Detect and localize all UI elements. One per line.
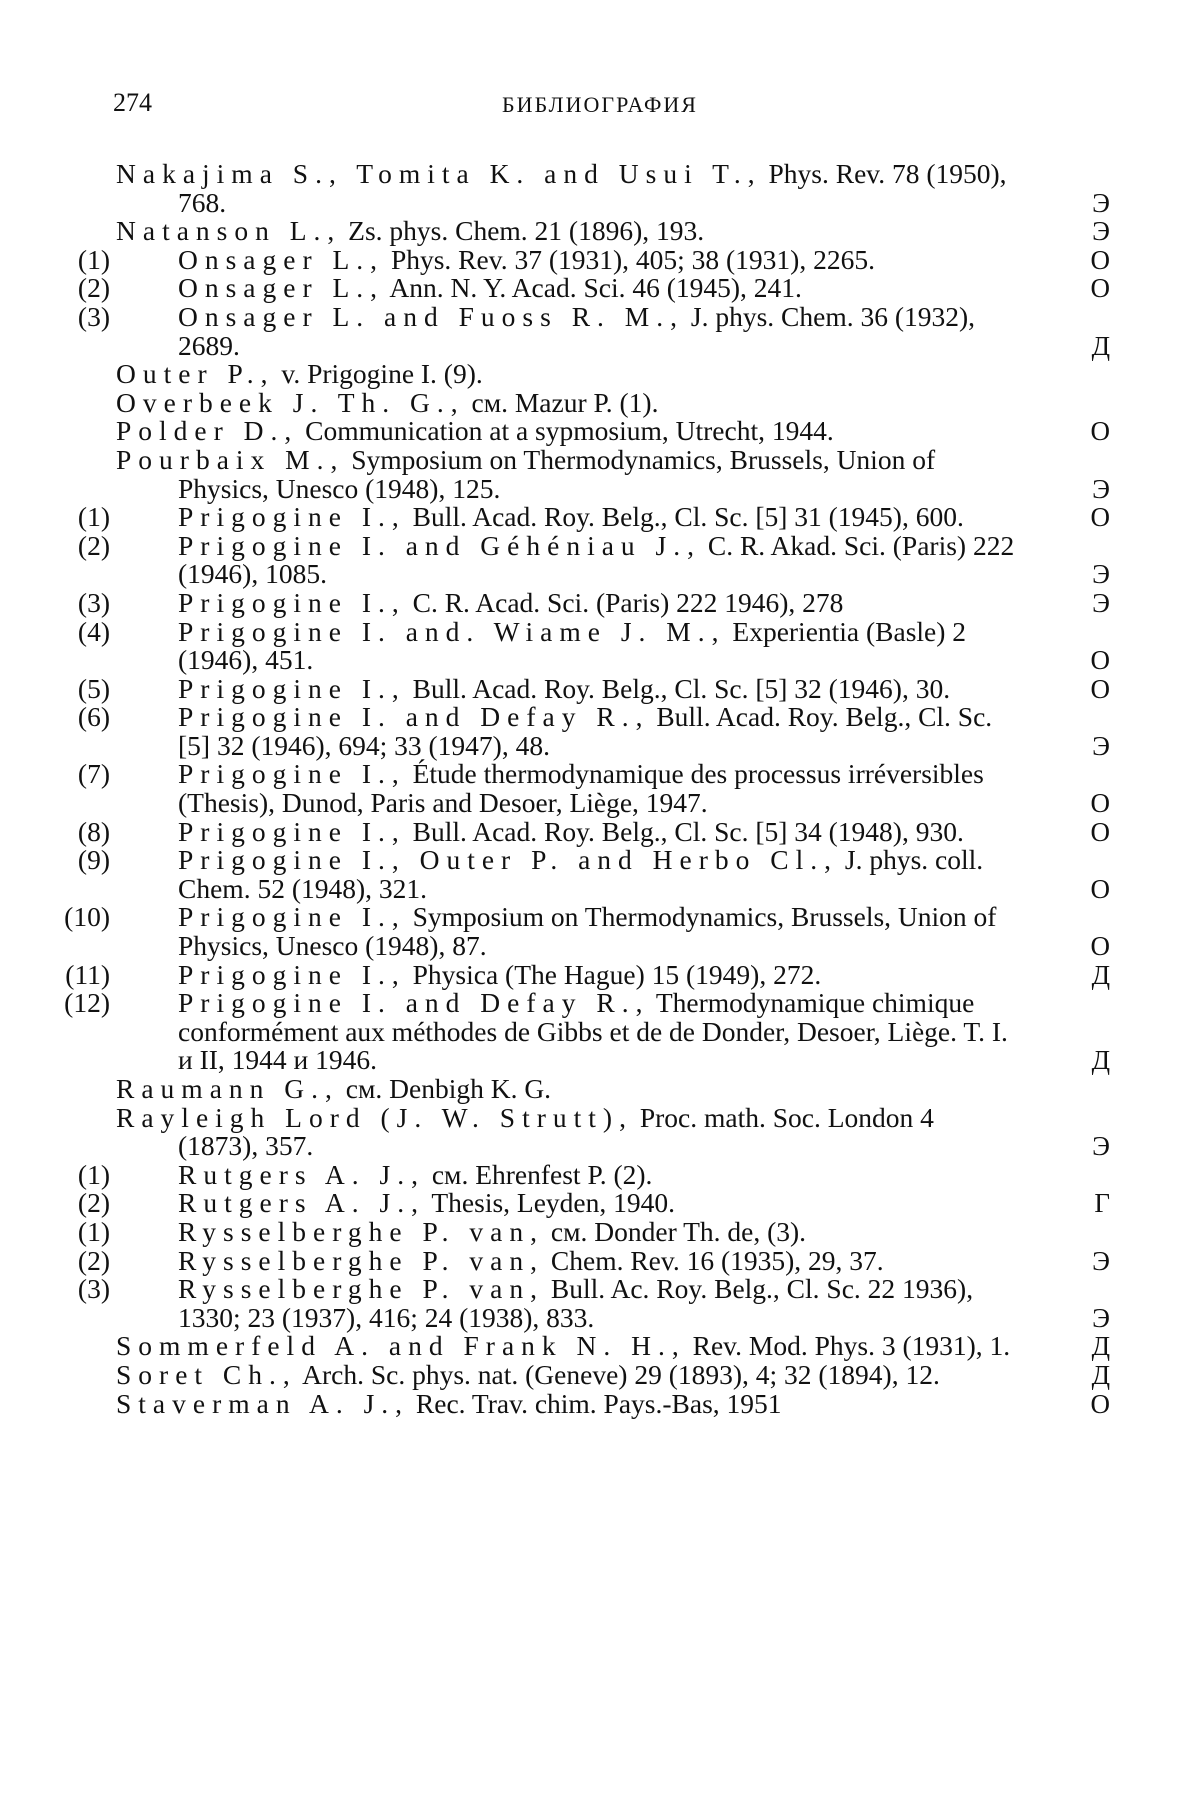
bibliography-entry: [77, 1187, 1116, 1219]
entry-marker: Э: [1092, 187, 1110, 218]
entry-citation: J. phys. coll. Chem. 52 (1948), 321.: [178, 844, 984, 904]
entry-marker: О: [1090, 1388, 1110, 1419]
entry-number: (7): [77, 758, 110, 790]
entry-number: (2): [77, 1187, 110, 1219]
entry-citation: Physica (The Hague) 15 (1949), 272.: [412, 958, 822, 990]
bibliography-entry: [116, 386, 1116, 418]
entry-citation: Symposium on Thermodynamics, Brussels, Union of Physics, Unesco (1948), 87.: [178, 901, 997, 962]
entry-author: Prigogine I. and. Wiame J. M.,: [178, 615, 726, 647]
entry-text: [116, 1387, 1116, 1419]
bibliography-list: [64, 158, 1116, 1419]
entry-marker: Э: [1092, 1245, 1110, 1276]
bibliography-entry: [77, 701, 1116, 761]
entry-marker: О: [1090, 502, 1110, 533]
entry-author: Natanson L.,: [116, 215, 342, 247]
entry-citation: Thermodynamique chimique conformément aux méthodes de Gibbs et de de Donder, Desoer, Liège. T. I. и II, 1944 и 1946.: [178, 987, 1008, 1076]
entry-number: (10): [64, 901, 110, 933]
entry-marker: О: [1090, 873, 1110, 904]
running-head: БИБЛИОГРАФИЯ: [502, 92, 698, 117]
bibliography-entry: [116, 1101, 1116, 1162]
entry-number: (2): [77, 1244, 110, 1276]
bibliography-entry: [77, 615, 1116, 676]
entry-text: [116, 529, 1116, 590]
entry-author: Rysselberghe P. van,: [178, 1244, 545, 1276]
entry-citation: Communication at a sypmosium, Utrecht, 1944.: [305, 415, 834, 447]
entry-text: [116, 160, 1116, 217]
bibliography-entry: [77, 758, 1116, 819]
entry-text: [116, 386, 1116, 418]
entry-marker: Э: [1092, 1131, 1110, 1162]
entry-text: [116, 217, 1116, 246]
bibliography-entry: [64, 987, 1116, 1076]
bibliography-entry: [77, 672, 1116, 704]
entry-text: [116, 903, 1116, 960]
bibliography-entry: [116, 1332, 1116, 1361]
entry-text: [116, 1075, 1116, 1104]
entry-text: [116, 1332, 1116, 1361]
entry-text: [116, 300, 1116, 361]
entry-author: Prigogine I.,: [178, 815, 406, 847]
entry-text: [116, 503, 1116, 532]
entry-text: [116, 417, 1116, 446]
bibliography-entry: [65, 958, 1116, 990]
entry-author: Prigogine I., Outer P. and Herbo Cl.,: [178, 844, 838, 876]
entry-author: Onsager L.,: [178, 243, 385, 275]
entry-marker: Д: [1091, 1331, 1110, 1362]
entry-marker: О: [1090, 416, 1110, 447]
entry-marker: Д: [1091, 330, 1110, 361]
entry-marker: О: [1090, 244, 1110, 275]
bibliography-entry: [77, 529, 1116, 590]
entry-citation: Phys. Rev. 78 (1950), 768.: [178, 158, 1007, 218]
entry-number: (3): [77, 300, 110, 332]
entry-marker: Д: [1091, 1359, 1110, 1390]
entry-number: (1): [77, 501, 110, 533]
entry-author: Prigogine I. and Géhéniau J.,: [178, 529, 701, 561]
bibliography-entry: [77, 501, 1116, 533]
entry-number: (9): [77, 844, 110, 876]
entry-number: (11): [65, 958, 110, 990]
bibliography-entry: [77, 300, 1116, 361]
entry-number: (5): [77, 672, 110, 704]
entry-citation: см. Donder Th. de, (3).: [550, 1215, 807, 1247]
entry-text: [116, 1215, 1116, 1247]
entry-citation: Proc. math. Soc. London 4 (1873), 357.: [178, 1101, 934, 1162]
entry-marker: Э: [1092, 559, 1110, 590]
entry-author: Sommerfeld A. and Frank N. H.,: [116, 1330, 686, 1362]
entry-citation: см. Mazur P. (1).: [471, 386, 659, 418]
entry-text: [116, 760, 1116, 817]
entry-citation: Bull. Ac. Roy. Belg., Cl. Sc. 22 1936), 1330; 23 (1937), 416; 24 (1938), 833.: [178, 1273, 974, 1333]
entry-marker: Э: [1092, 473, 1110, 504]
entry-author: Prigogine I.,: [178, 501, 406, 533]
entry-number: (6): [77, 701, 110, 733]
bibliography-entry: [64, 901, 1116, 962]
entry-marker: Э: [1092, 1302, 1110, 1333]
bibliography-entry: [77, 1273, 1116, 1333]
entry-text: [116, 1158, 1116, 1190]
bibliography-entry: [116, 160, 1116, 217]
entry-citation: Bull. Acad. Roy. Belg., Cl. Sc. [5] 31 (1945), 600.: [412, 501, 964, 533]
entry-author: Rutgers A. J.,: [178, 1158, 425, 1190]
entry-marker: Э: [1092, 587, 1110, 618]
entry-author: Soret Ch.,: [116, 1358, 297, 1390]
entry-author: Staverman A. J.,: [116, 1387, 410, 1419]
entry-citation: Thesis, Leyden, 1940.: [431, 1187, 675, 1219]
entry-author: Prigogine I.,: [178, 758, 406, 790]
bibliography-entry: [116, 1075, 1116, 1104]
entry-number: (4): [77, 615, 110, 647]
bibliography-entry: [77, 272, 1116, 304]
entry-author: Overbeek J. Th. G.,: [116, 386, 465, 418]
entry-text: [116, 703, 1116, 760]
entry-number: (2): [77, 272, 110, 304]
entry-citation: Rev. Mod. Phys. 3 (1931), 1.: [692, 1330, 1011, 1362]
entry-author: Rutgers A. J.,: [178, 1187, 425, 1219]
entry-marker: О: [1090, 645, 1110, 676]
entry-citation: Bull. Acad. Roy. Belg., Cl. Sc. [5] 32 (1946), 694; 33 (1947), 48.: [178, 701, 993, 761]
bibliography-entry: [77, 243, 1116, 275]
entry-text: [116, 1189, 1116, 1218]
entry-citation: Experientia (Basle) 2 (1946), 451.: [178, 615, 967, 676]
entry-text: [116, 1244, 1116, 1276]
entry-marker: Д: [1091, 1045, 1110, 1076]
bibliography-entry: [116, 417, 1116, 446]
entry-author: Prigogine I. and Defay R.,: [178, 987, 650, 1019]
entry-number: (1): [77, 1215, 110, 1247]
entry-citation: Étude thermodynamique des processus irréversibles (Thesis), Dunod, Paris and Desoer, Liège, 1947.: [178, 758, 984, 819]
entry-text: [116, 1101, 1116, 1162]
entry-citation: Zs. phys. Chem. 21 (1896), 193.: [348, 215, 705, 247]
entry-author: Rysselberghe P. van,: [178, 1273, 545, 1305]
entry-author: Outer P.,: [116, 358, 275, 390]
entry-citation: C. R. Akad. Sci. (Paris) 222 (1946), 1085.: [178, 529, 1015, 590]
entry-author: Onsager L.,: [178, 272, 385, 304]
entry-marker: О: [1090, 931, 1110, 962]
entry-number: (8): [77, 815, 110, 847]
entry-author: Prigogine I.,: [178, 672, 406, 704]
entry-author: Pourbaix M.,: [116, 443, 345, 475]
entry-text: [116, 360, 1116, 389]
entry-number: (1): [77, 1158, 110, 1190]
entry-author: Raumann G.,: [116, 1073, 339, 1104]
entry-citation: Arch. Sc. phys. nat. (Geneve) 29 (1893), 4; 32 (1894), 12.: [302, 1358, 940, 1390]
entry-citation: Chem. Rev. 16 (1935), 29, 37.: [550, 1244, 884, 1276]
entry-text: [116, 1358, 1116, 1390]
entry-text: [116, 1275, 1116, 1332]
entry-author: Nakajima S., Tomita K. and Usui T.,: [116, 158, 762, 189]
entry-marker: Э: [1092, 730, 1110, 761]
entry-marker: О: [1090, 673, 1110, 704]
bibliography-entry: [116, 1358, 1116, 1390]
entry-author: Prigogine I.,: [178, 958, 406, 990]
bibliography-entry: [77, 1244, 1116, 1276]
entry-number: (3): [77, 586, 110, 618]
entry-marker: О: [1090, 788, 1110, 819]
entry-marker: О: [1090, 273, 1110, 304]
entry-number: (3): [77, 1273, 110, 1305]
entry-marker: Д: [1091, 959, 1110, 990]
entry-text: [116, 958, 1116, 990]
entry-text: [116, 672, 1116, 704]
entry-citation: Ann. N. Y. Acad. Sci. 46 (1945), 241.: [389, 272, 802, 304]
entry-text: [116, 615, 1116, 676]
entry-author: Rysselberghe P. van,: [178, 1215, 545, 1247]
entry-author: Prigogine I.,: [178, 586, 406, 618]
entry-author: Rayleigh Lord (J. W. Strutt),: [116, 1101, 633, 1133]
entry-text: [116, 443, 1116, 504]
entry-text: [116, 989, 1116, 1075]
entry-text: [116, 274, 1116, 303]
entry-marker: Э: [1092, 216, 1110, 247]
bibliography-entry: [77, 586, 1116, 618]
entry-number: (2): [77, 529, 110, 561]
entry-text: [116, 815, 1116, 847]
entry-citation: Phys. Rev. 37 (1931), 405; 38 (1931), 2265.: [390, 243, 875, 275]
entry-marker: О: [1090, 816, 1110, 847]
bibliography-entry: [77, 815, 1116, 847]
entry-author: Onsager L. and Fuoss R. M.,: [178, 300, 685, 332]
entry-citation: Bull. Acad. Roy. Belg., Cl. Sc. [5] 32 (1946), 30.: [412, 672, 951, 704]
bibliography-entry: [116, 360, 1116, 389]
entry-author: Polder D.,: [116, 415, 299, 447]
bibliography-entry: [77, 1158, 1116, 1190]
entry-text: [116, 586, 1116, 618]
entry-author: Prigogine I.,: [178, 901, 406, 933]
bibliography-entry: [116, 1387, 1116, 1419]
entry-citation: v. Prigogine I. (9).: [281, 358, 483, 390]
entry-citation: см. Denbigh K. G.: [345, 1073, 552, 1104]
entry-text: [116, 846, 1116, 903]
entry-citation: Symposium on Thermodynamics, Brussels, Union of Physics, Unesco (1948), 125.: [178, 443, 936, 504]
entry-marker: Г: [1094, 1188, 1110, 1219]
entry-citation: см. Ehrenfest P. (2).: [431, 1158, 653, 1190]
entry-citation: C. R. Acad. Sci. (Paris) 222 1946), 278: [412, 586, 844, 618]
entry-number: (1): [77, 243, 110, 275]
entry-citation: J. phys. Chem. 36 (1932), 2689.: [178, 300, 976, 361]
entry-citation: Bull. Acad. Roy. Belg., Cl. Sc. [5] 34 (1948), 930.: [412, 815, 964, 847]
entry-number: (12): [64, 987, 110, 1019]
bibliography-entry: [116, 443, 1116, 504]
entry-citation: Rec. Trav. chim. Pays.-Bas, 1951: [415, 1387, 782, 1419]
bibliography-entry: [77, 844, 1116, 904]
entry-author: Prigogine I. and Defay R.,: [178, 701, 650, 733]
page-number: 274: [113, 88, 152, 117]
entry-text: [116, 243, 1116, 275]
bibliography-entry: [77, 1215, 1116, 1247]
bibliography-entry: [116, 217, 1116, 246]
